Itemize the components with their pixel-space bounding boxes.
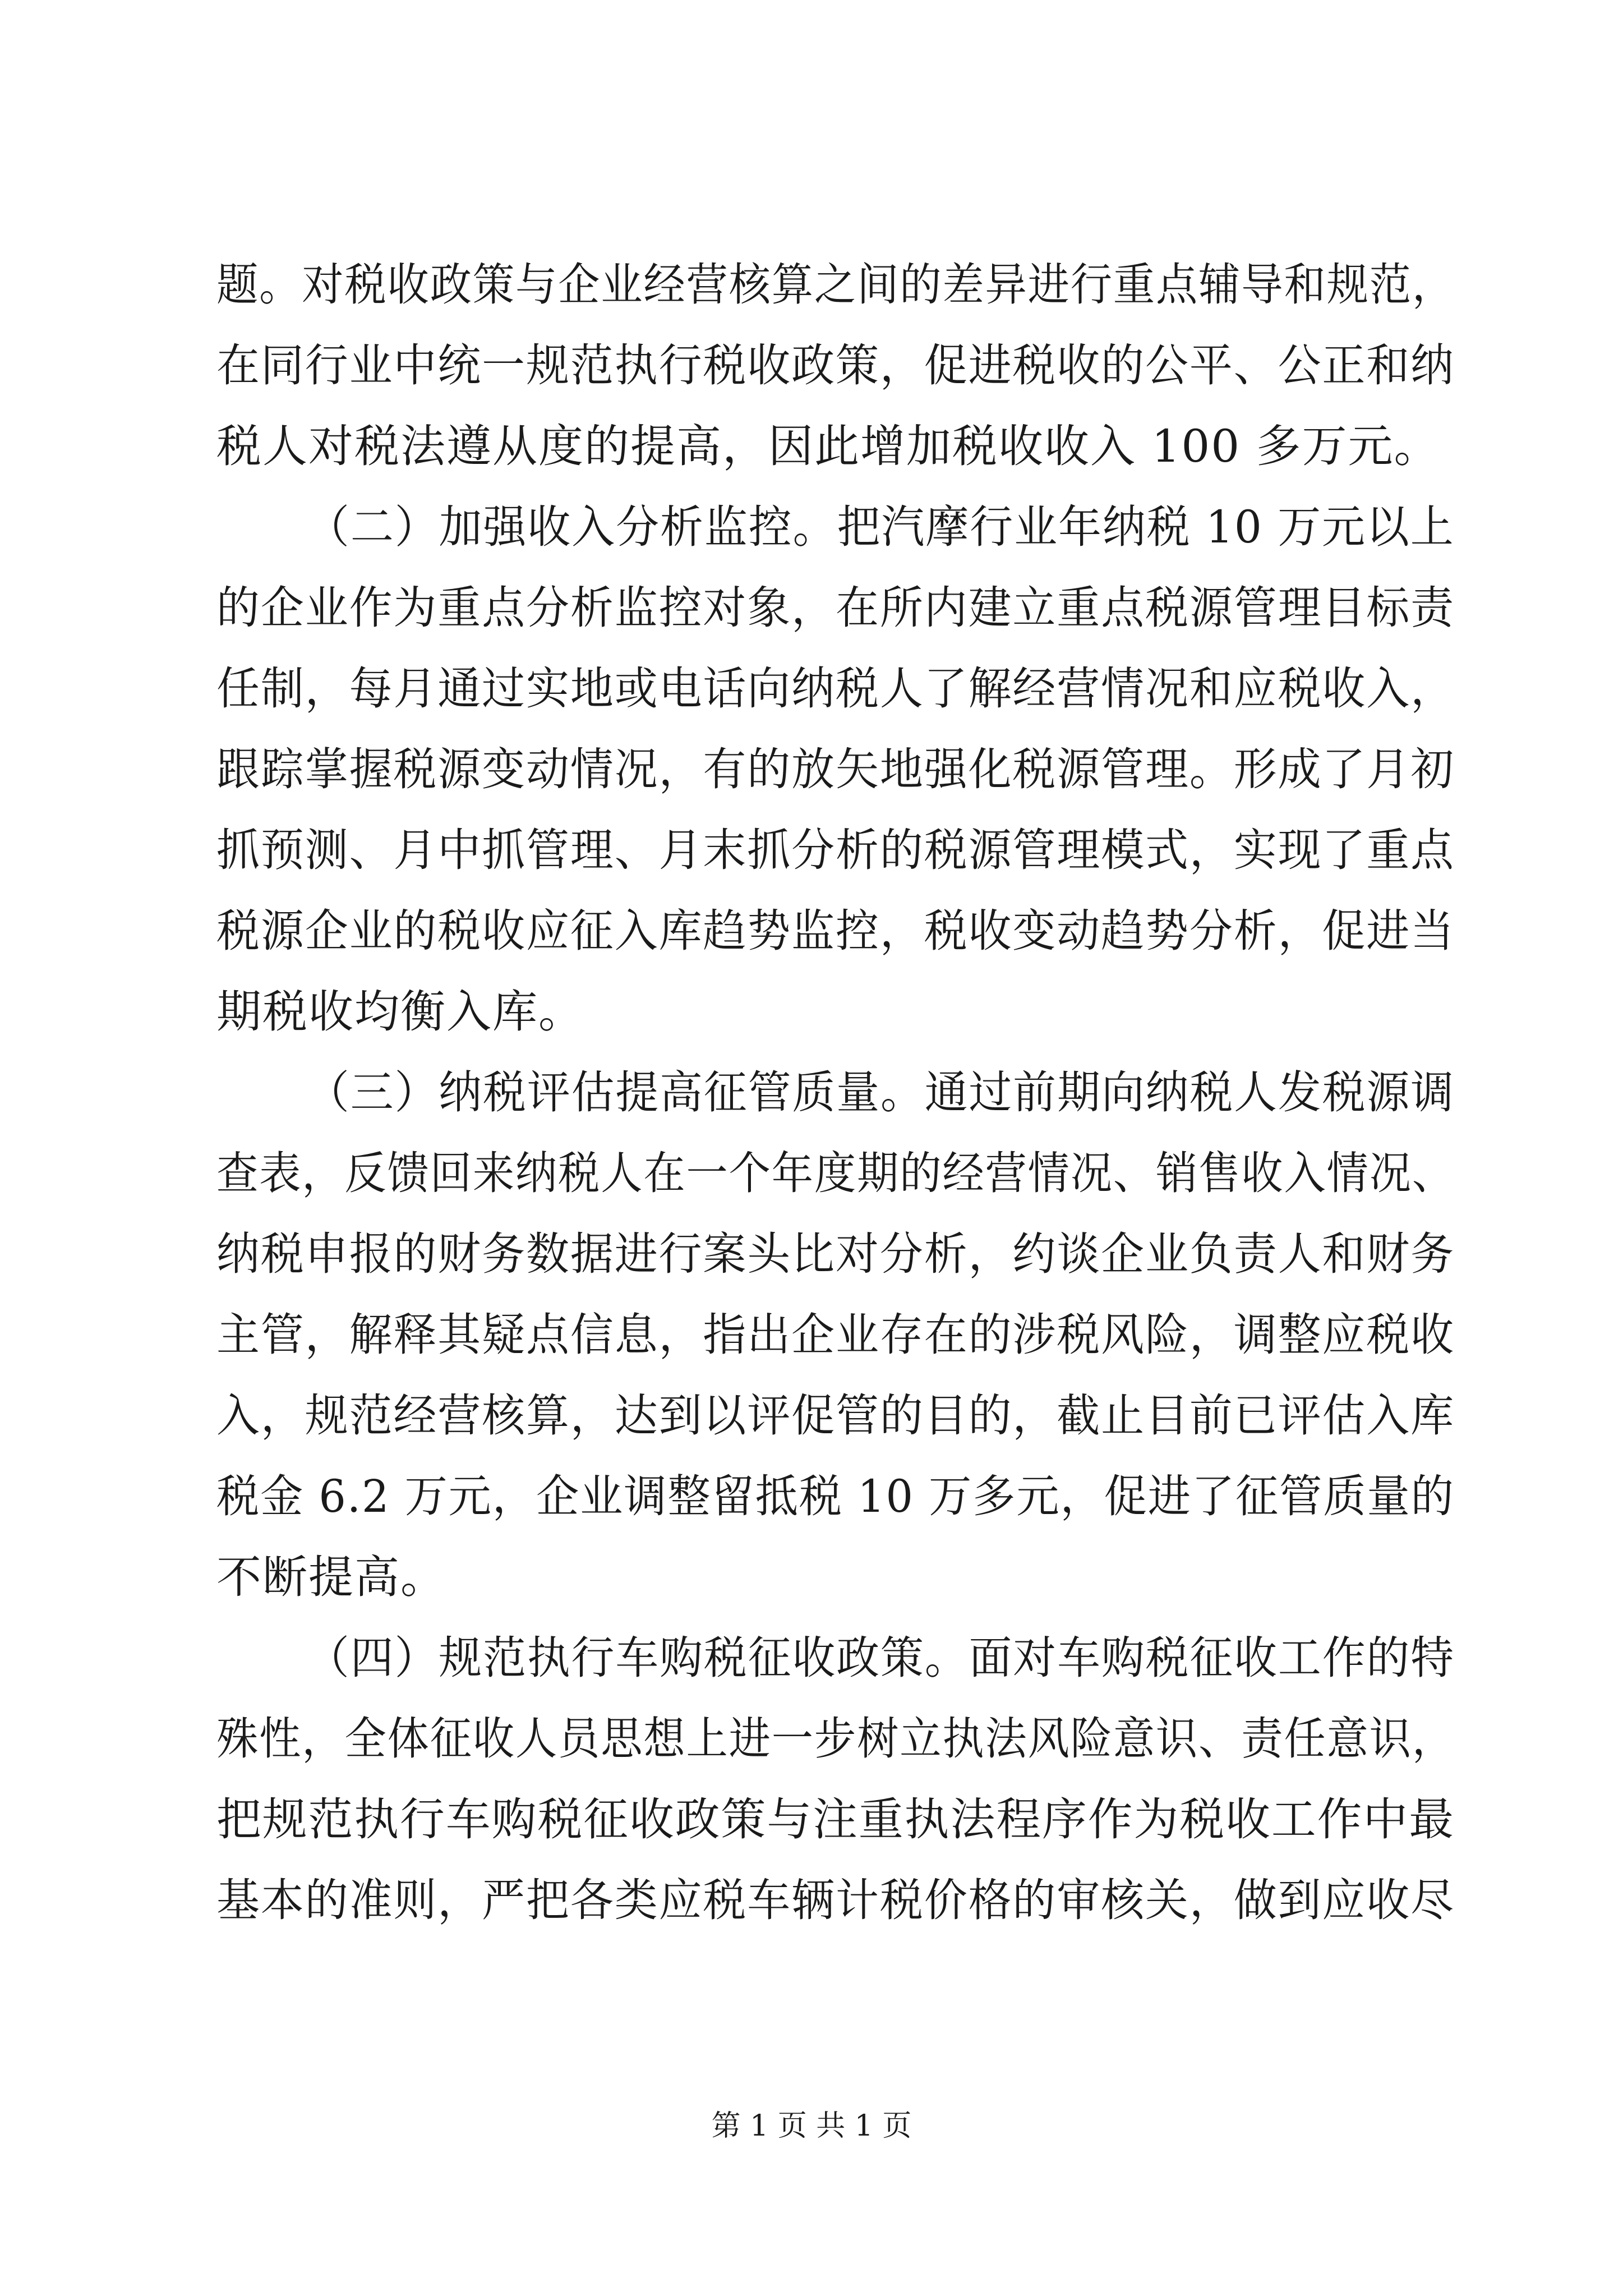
text-line-10: 期税收均衡入库。 [216, 986, 584, 1038]
text-line-11: （三）纳税评估提高征管质量。通过前期向纳税人发税源调 [306, 1066, 1455, 1119]
text-line-13: 纳税申报的财务数据进行案头比对分析，约谈企业负责人和财务 [216, 1228, 1455, 1280]
page-footer: 第 1 页 共 1 页 [711, 2109, 912, 2143]
text-line-18: （四）规范执行车购税征收政策。面对车购税征收工作的特 [306, 1632, 1455, 1684]
text-line-12: 查表，反馈回来纳税人在一个年度期的经营情况、销售收入情况、 [216, 1147, 1455, 1199]
text-line-19: 殊性，全体征收人员思想上进一步树立执法风险意识、责任意识， [216, 1713, 1455, 1765]
text-line-17: 不断提高。 [216, 1551, 446, 1603]
text-line-4: （二）加强收入分析监控。把汽摩行业年纳税 10 万元以上 [306, 501, 1455, 553]
text-line-2: 在同行业中统一规范执行税收政策，促进税收的公平、公正和纳 [216, 339, 1455, 392]
text-line-15: 入，规范经营核算，达到以评促管的目的，截止目前已评估入库 [216, 1389, 1455, 1442]
text-line-3: 税人对税法遵从度的提高，因此增加税收收入 100 多万元。 [216, 420, 1440, 472]
text-line-8: 抓预测、月中抓管理、月末抓分析的税源管理模式，实现了重点 [216, 824, 1455, 876]
text-line-7: 跟踪掌握税源变动情况，有的放矢地强化税源管理。形成了月初 [216, 743, 1455, 795]
text-line-1: 题。对税收政策与企业经营核算之间的差异进行重点辅导和规范， [216, 259, 1455, 311]
text-line-14: 主管，解释其疑点信息，指出企业存在的涉税风险，调整应税收 [216, 1309, 1455, 1361]
text-line-9: 税源企业的税收应征入库趋势监控，税收变动趋势分析，促进当 [216, 905, 1455, 957]
text-line-5: 的企业作为重点分析监控对象，在所内建立重点税源管理目标责 [216, 582, 1455, 634]
text-line-16: 税金 6.2 万元，企业调整留抵税 10 万多元，促进了征管质量的 [216, 1470, 1455, 1522]
text-line-20: 把规范执行车购税征收政策与注重执法程序作为税收工作中最 [216, 1793, 1455, 1846]
text-line-21: 基本的准则，严把各类应税车辆计税价格的审核关，做到应收尽 [216, 1874, 1455, 1926]
text-line-6: 任制，每月通过实地或电话向纳税人了解经营情况和应税收入， [216, 662, 1455, 715]
